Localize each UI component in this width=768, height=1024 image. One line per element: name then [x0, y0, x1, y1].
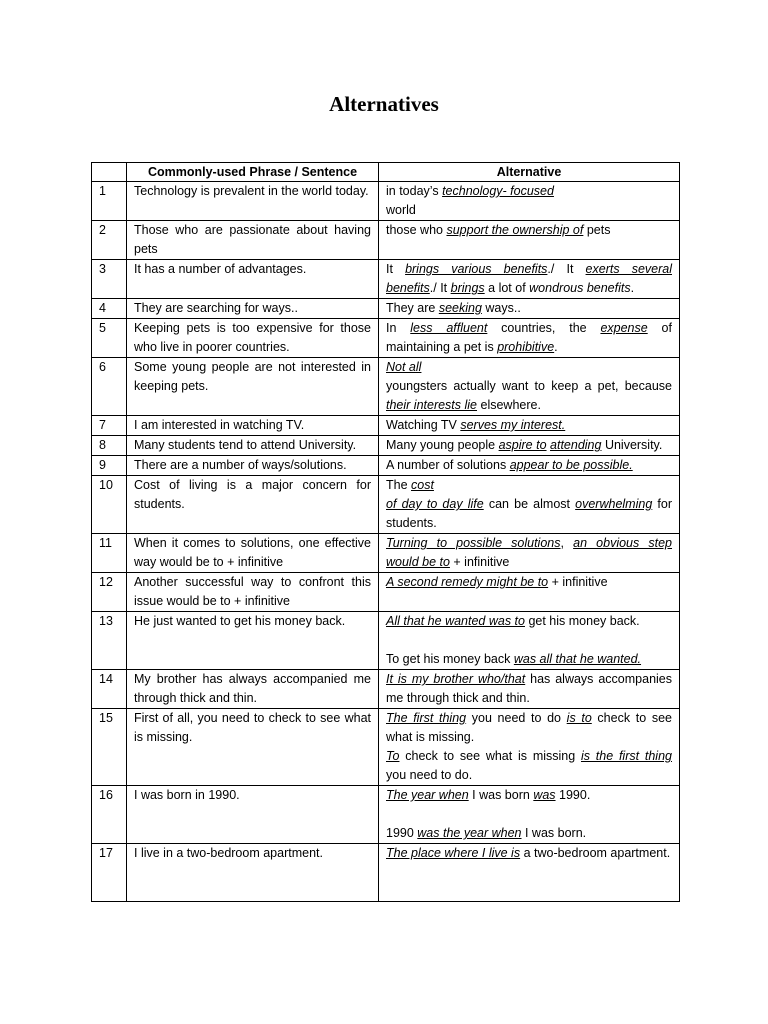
alternative-line: [386, 495, 672, 533]
row-number: 10: [92, 476, 127, 534]
underlined-phrase: was: [533, 788, 556, 802]
alternative-line: [386, 573, 672, 592]
text-segment: In: [386, 321, 411, 335]
underlined-phrase: Not all: [386, 360, 422, 374]
alternative-line: [386, 476, 672, 495]
common-phrase: They are searching for ways..: [127, 299, 379, 319]
alternative-line: [386, 650, 672, 669]
row-number: 4: [92, 299, 127, 319]
common-phrase: Keeping pets is too expensive for those who live in poorer countries.: [127, 319, 379, 358]
alternative-phrase: [379, 709, 680, 786]
alternative-phrase: [379, 476, 680, 534]
alternative-line: [386, 747, 672, 785]
text-segment: I was born.: [521, 826, 587, 840]
underlined-phrase: support the ownership of: [446, 223, 584, 237]
alternative-phrase: [379, 786, 680, 844]
row-number: 8: [92, 436, 127, 456]
text-segment: elsewhere.: [477, 398, 541, 412]
header-alternative: Alternative: [379, 163, 680, 182]
row-number: 11: [92, 534, 127, 573]
header-number: [92, 163, 127, 182]
text-segment: check to see what is missing: [399, 749, 581, 763]
underlined-phrase: brings: [450, 281, 485, 295]
text-segment: check to see what is missing.: [386, 711, 672, 744]
common-phrase: I live in a two-bedroom apartment.: [127, 844, 379, 902]
text-segment: world: [386, 203, 416, 217]
underlined-phrase: technology- focused: [442, 184, 554, 198]
alternative-line: [386, 436, 672, 455]
alternative-phrase: [379, 319, 680, 358]
alternative-line: [386, 260, 672, 298]
underlined-phrase: The year when: [386, 788, 469, 802]
common-phrase: First of all, you need to check to see what is missing.: [127, 709, 379, 786]
text-segment: a lot of: [484, 281, 530, 295]
text-segment: of maintaining a pet is: [386, 321, 672, 354]
alternative-phrase: [379, 299, 680, 319]
alternative-line: [386, 416, 672, 435]
text-segment: It: [386, 262, 406, 276]
underlined-phrase: serves my interest.: [460, 418, 566, 432]
common-phrase: When it comes to solutions, one effective way would be to + infinitive: [127, 534, 379, 573]
alternative-line: [386, 670, 672, 708]
underlined-phrase: expense: [600, 321, 648, 335]
text-segment: in today’s: [386, 184, 443, 198]
underlined-phrase: brings various benefits: [405, 262, 548, 276]
alternative-phrase: [379, 534, 680, 573]
common-phrase: Many students tend to attend University.: [127, 436, 379, 456]
table-row: [92, 612, 680, 670]
underlined-phrase: wondrous benefits: [529, 281, 631, 295]
text-segment: ./ It: [547, 262, 586, 276]
row-number: 1: [92, 182, 127, 221]
text-segment: 1990.: [555, 788, 591, 802]
alternative-phrase: [379, 670, 680, 709]
table-row: [92, 416, 680, 436]
underlined-phrase: exerts several benefits: [386, 262, 672, 295]
alternative-line: [386, 201, 672, 220]
text-segment: get his money back.: [524, 614, 640, 628]
text-segment: has always accompanies me through thick and thin.: [386, 672, 672, 705]
text-segment: those who: [386, 223, 447, 237]
common-phrase: I was born in 1990.: [127, 786, 379, 844]
common-phrase: There are a number of ways/solutions.: [127, 456, 379, 476]
table-row: [92, 670, 680, 709]
alternative-line: [386, 612, 672, 631]
table-header-row: [92, 163, 680, 182]
underlined-phrase: aspire to: [498, 438, 547, 452]
underlined-phrase: was the year when: [417, 826, 522, 840]
text-segment: you need to do.: [386, 768, 473, 782]
text-segment: countries, the: [487, 321, 601, 335]
underlined-phrase: It is my brother who/that: [386, 672, 526, 686]
common-phrase: Technology is prevalent in the world today.: [127, 182, 379, 221]
text-segment: can be almost: [483, 497, 576, 511]
underlined-phrase: was all that he wanted.: [513, 652, 642, 666]
text-segment: University.: [601, 438, 663, 452]
row-number: 5: [92, 319, 127, 358]
text-segment: a two-bedroom apartment.: [520, 846, 671, 860]
common-phrase: Some young people are not interested in keeping pets.: [127, 358, 379, 416]
alternative-phrase: [379, 844, 680, 902]
alternative-line: [386, 182, 672, 201]
underlined-phrase: seeking: [438, 301, 482, 315]
text-segment: + infinitive: [449, 555, 510, 569]
alternative-line: [386, 786, 672, 805]
underlined-phrase: is to: [566, 711, 592, 725]
table-row: [92, 709, 680, 786]
common-phrase: Another successful way to confront this issue would be to + infinitive: [127, 573, 379, 612]
text-segment: + infinitive: [548, 575, 608, 589]
common-phrase: My brother has always accompanied me through thick and thin.: [127, 670, 379, 709]
alternative-line: [386, 319, 672, 357]
table-row: [92, 844, 680, 902]
text-segment: .: [554, 340, 558, 354]
page-title: Alternatives: [329, 92, 439, 116]
alternative-phrase: [379, 456, 680, 476]
row-number: 17: [92, 844, 127, 902]
alternative-line: [386, 221, 672, 240]
row-number: 15: [92, 709, 127, 786]
underlined-phrase: To: [386, 749, 400, 763]
alternative-line: [386, 456, 672, 475]
underlined-phrase: Turning to possible solutions: [386, 536, 561, 550]
header-phrase: Commonly-used Phrase / Sentence: [127, 163, 379, 182]
row-number: 16: [92, 786, 127, 844]
common-phrase: Those who are passionate about having pets: [127, 221, 379, 260]
text-segment: youngsters actually want to keep a pet, because: [386, 379, 672, 393]
underlined-phrase: The place where I live is: [386, 846, 521, 860]
table-row: [92, 221, 680, 260]
underlined-phrase: cost: [411, 478, 434, 492]
alternative-phrase: [379, 436, 680, 456]
underlined-phrase: an obvious step would be to: [386, 536, 673, 569]
alternative-line: [386, 805, 672, 824]
table-row: [92, 476, 680, 534]
table-row: [92, 573, 680, 612]
underlined-phrase: attending: [550, 438, 602, 452]
underlined-phrase: appear to be possible.: [509, 458, 633, 472]
alternative-phrase: [379, 260, 680, 299]
alternative-line: [386, 534, 672, 572]
alternative-line: [386, 844, 672, 863]
table-row: [92, 260, 680, 299]
text-segment: you need to do: [466, 711, 567, 725]
underlined-phrase: The first thing: [386, 711, 467, 725]
table-row: [92, 358, 680, 416]
row-number: 13: [92, 612, 127, 670]
row-number: 3: [92, 260, 127, 299]
alternative-line: [386, 377, 672, 415]
alternative-phrase: [379, 573, 680, 612]
underlined-phrase: is the first thing: [580, 749, 672, 763]
table-row: [92, 436, 680, 456]
text-segment: To get his money back: [386, 652, 514, 666]
text-segment: They are: [386, 301, 439, 315]
alternatives-table: [91, 162, 680, 902]
table-body: [92, 182, 680, 902]
table-row: [92, 319, 680, 358]
table-row: [92, 299, 680, 319]
row-number: 6: [92, 358, 127, 416]
text-segment: for students.: [386, 497, 673, 530]
row-number: 7: [92, 416, 127, 436]
text-segment: The: [386, 478, 412, 492]
common-phrase: Cost of living is a major concern for students.: [127, 476, 379, 534]
row-number: 9: [92, 456, 127, 476]
underlined-phrase: of day to day life: [386, 497, 484, 511]
text-segment: pets: [583, 223, 611, 237]
table-row: [92, 182, 680, 221]
text-segment: I was born: [468, 788, 534, 802]
alternative-phrase: [379, 612, 680, 670]
table-row: [92, 456, 680, 476]
alternative-line: [386, 709, 672, 747]
text-segment: ,: [560, 536, 574, 550]
common-phrase: It has a number of advantages.: [127, 260, 379, 299]
alternative-line: [386, 299, 672, 318]
alternative-line: [386, 824, 672, 843]
text-segment: .: [630, 281, 635, 295]
alternative-phrase: [379, 416, 680, 436]
alternative-phrase: [379, 221, 680, 260]
row-number: 14: [92, 670, 127, 709]
text-segment: ./ It: [429, 281, 451, 295]
common-phrase: He just wanted to get his money back.: [127, 612, 379, 670]
text-segment: ways..: [481, 301, 521, 315]
underlined-phrase: their interests lie: [386, 398, 478, 412]
underlined-phrase: A second remedy might be to: [386, 575, 549, 589]
alternative-phrase: [379, 182, 680, 221]
text-segment: Watching TV: [386, 418, 461, 432]
underlined-phrase: less affluent: [410, 321, 488, 335]
common-phrase: I am interested in watching TV.: [127, 416, 379, 436]
underlined-phrase: All that he wanted was to: [386, 614, 525, 628]
text-segment: Many young people: [386, 438, 499, 452]
table-row: [92, 786, 680, 844]
row-number: 12: [92, 573, 127, 612]
alternative-line: [386, 358, 672, 377]
alternative-phrase: [379, 358, 680, 416]
underlined-phrase: overwhelming: [575, 497, 653, 511]
text-segment: A number of solutions: [386, 458, 510, 472]
text-segment: 1990: [386, 826, 418, 840]
alternative-line: [386, 631, 672, 650]
underlined-phrase: prohibitive: [497, 340, 555, 354]
row-number: 2: [92, 221, 127, 260]
table-row: [92, 534, 680, 573]
